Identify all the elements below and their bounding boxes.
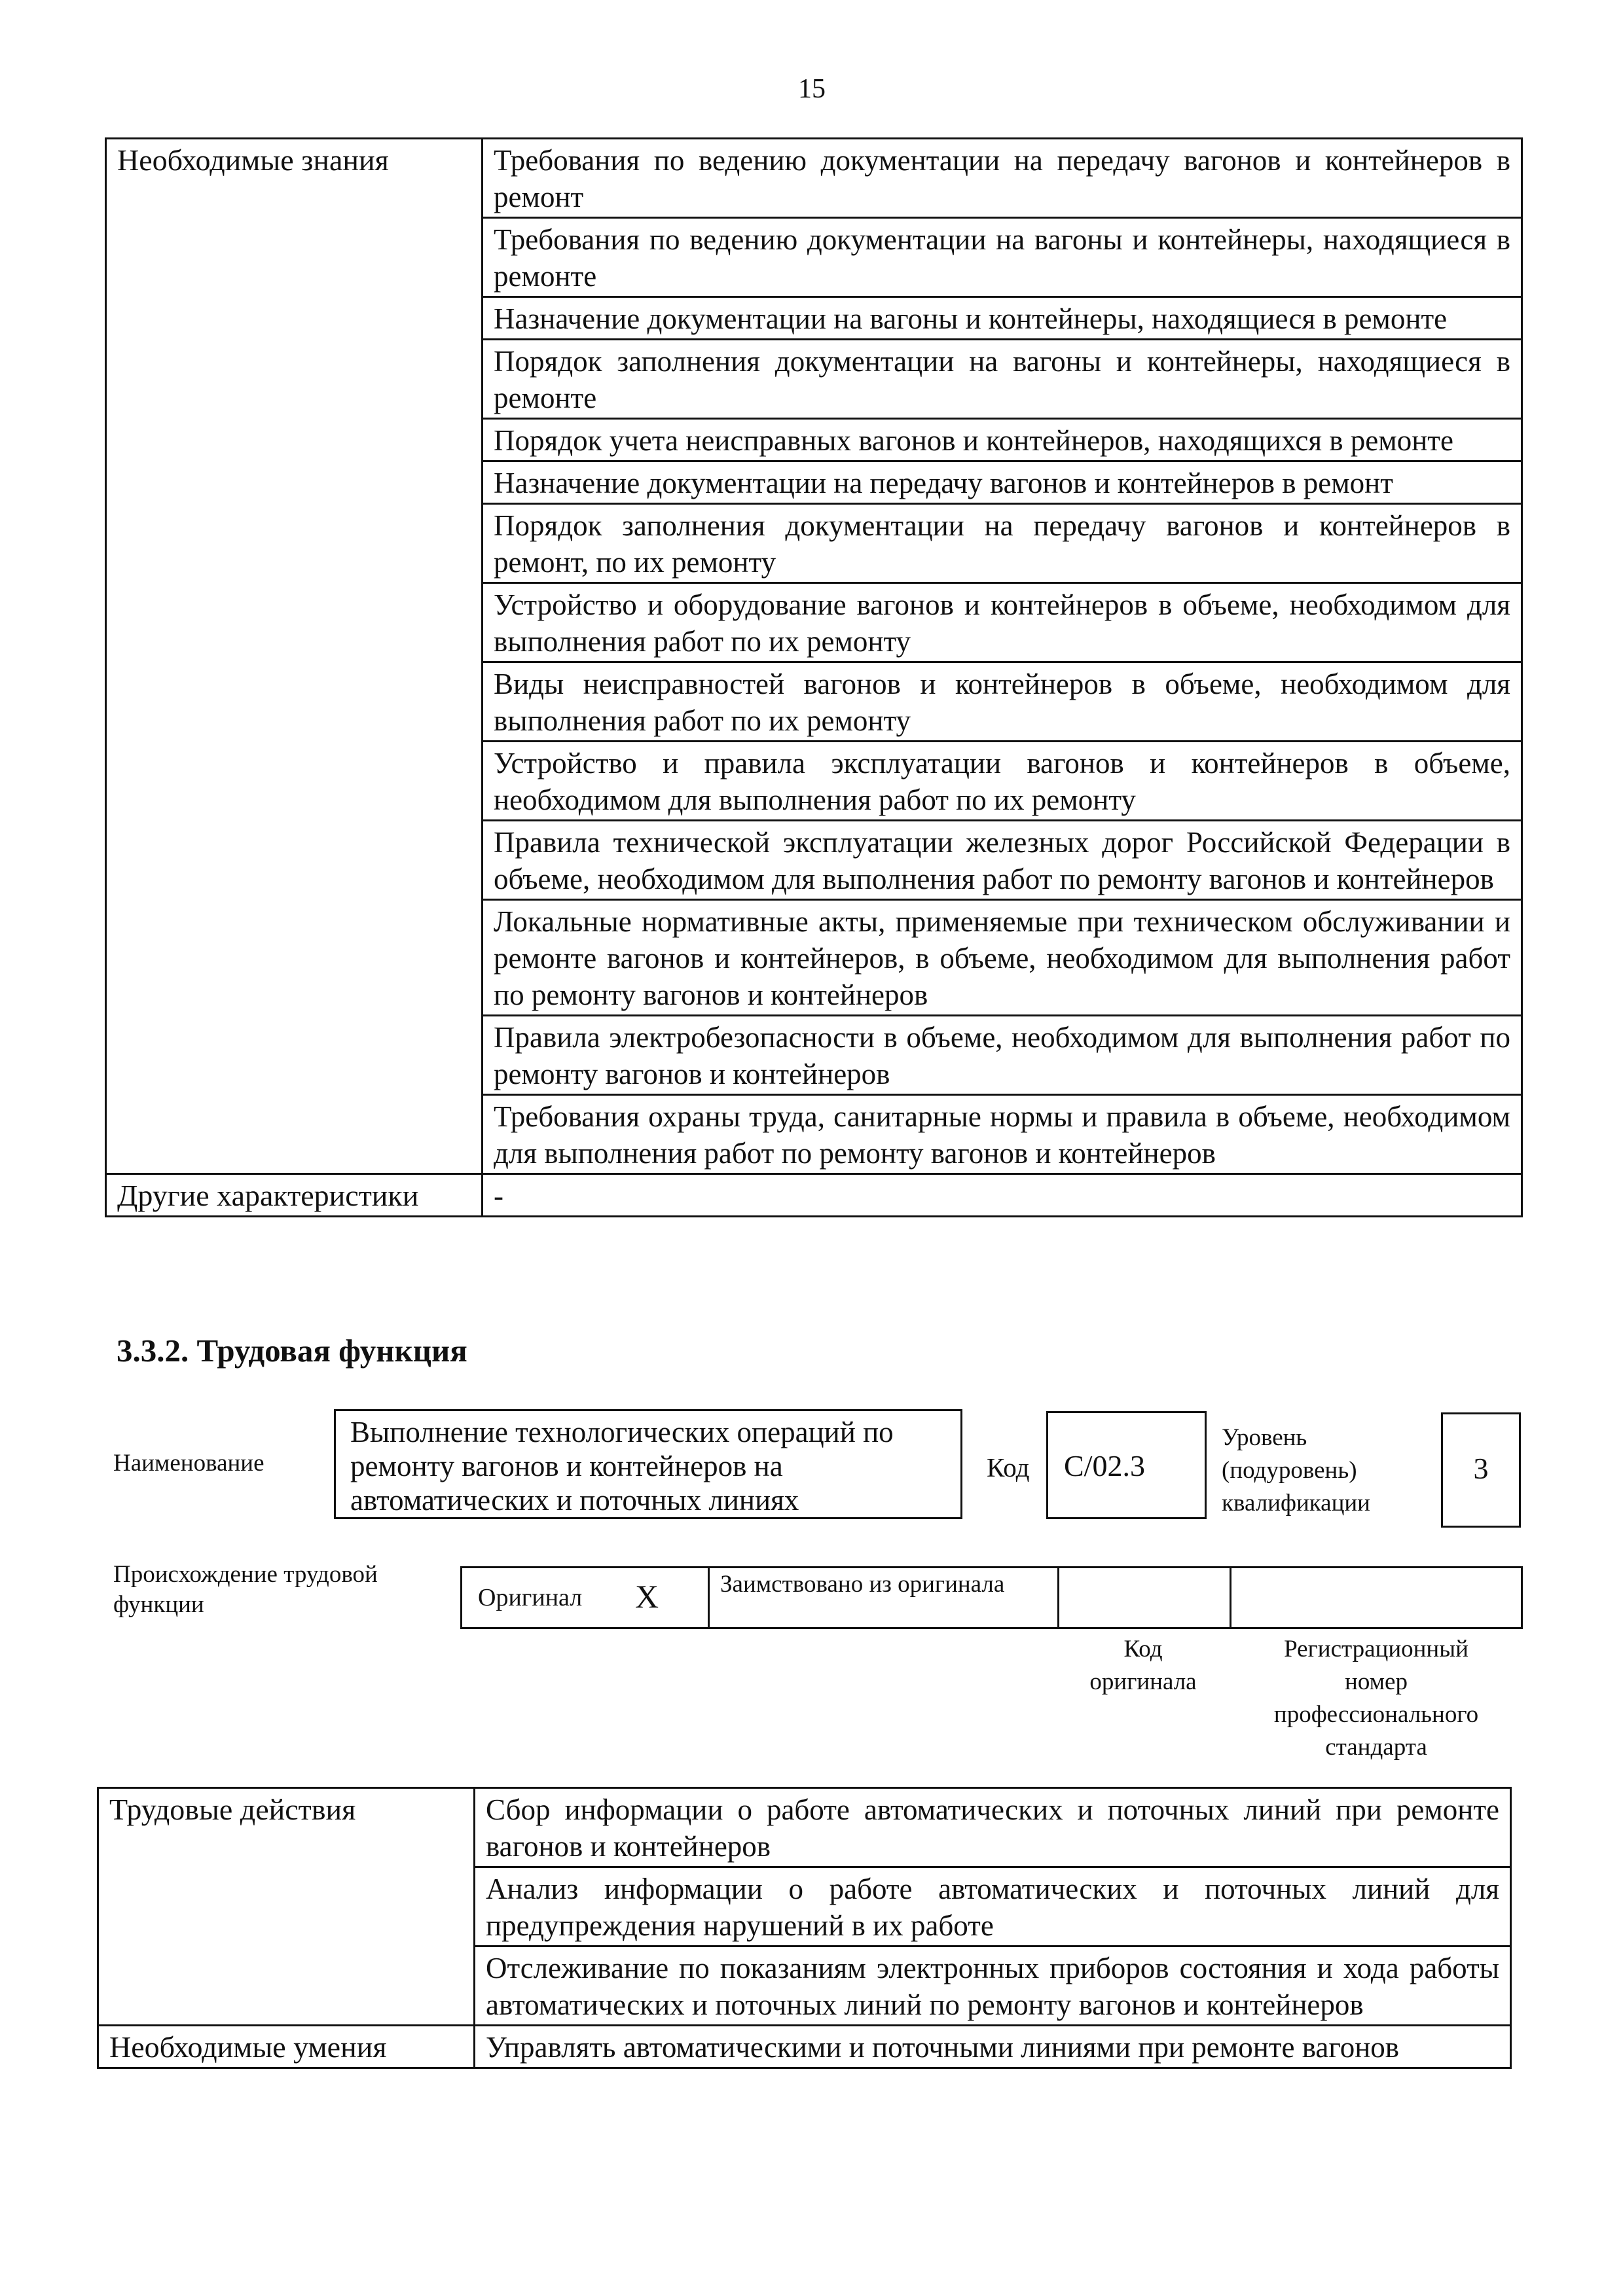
knowledge-item: Назначение документации на вагоны и контейнеры, находящиеся в ремонте: [483, 297, 1522, 340]
table-row: [106, 139, 1522, 218]
code-label: Код: [987, 1452, 1030, 1482]
knowledge-table: [105, 137, 1523, 1217]
knowledge-item: Правила электробезопасности в объеме, необходимом для выполнения работ по ремонту вагонов и контейнеров: [483, 1016, 1522, 1095]
knowledge-label: Необходимые знания: [106, 139, 483, 1174]
origin-borrowed-label: Заимствовано из оригинала: [720, 1571, 1005, 1598]
origin-original-cell: [462, 1568, 710, 1627]
actions-label: Трудовые действия: [98, 1788, 475, 2026]
knowledge-item: Виды неисправностей вагонов и контейнеров в объеме, необходимом для выполнения работ по их ремонту: [483, 662, 1522, 742]
action-item: Анализ информации о работе автоматических и поточных линий для предупреждения нарушений в их работе: [475, 1867, 1511, 1946]
origin-borrowed-cell: [710, 1568, 1059, 1627]
action-item: Сбор информации о работе автоматических и поточных линий при ремонте вагонов и контейнеров: [475, 1788, 1511, 1867]
action-item: Отслеживание по показаниям электронных приборов состояния и хода работы автоматических и поточных линий по ремонту вагонов и контейнеров: [475, 1946, 1511, 2026]
knowledge-item: Локальные нормативные акты, применяемые при техническом обслуживании и ремонте вагонов и контейнеров, в объеме, необходимом для выполнения работ по ремонту вагонов и контейнеров: [483, 900, 1522, 1016]
knowledge-item: Требования охраны труда, санитарные нормы и правила в объеме, необходимом для выполнения работ по ремонту вагонов и контейнеров: [483, 1095, 1522, 1174]
knowledge-item: Правила технической эксплуатации железных дорог Российской Федерации в объеме, необходимом для выполнения работ по ремонту вагонов и контейнеров: [483, 821, 1522, 900]
page-number: 15: [798, 74, 826, 104]
knowledge-item: Порядок учета неисправных вагонов и контейнеров, находящихся в ремонте: [483, 419, 1522, 461]
qualification-level-box: 3: [1441, 1412, 1521, 1528]
function-code-box: С/02.3: [1046, 1411, 1207, 1519]
origin-code-cell: [1059, 1568, 1231, 1627]
knowledge-item: Порядок заполнения документации на передачу вагонов и контейнеров в ремонт, по их ремонту: [483, 504, 1522, 583]
section-heading: 3.3.2. Трудовая функция: [117, 1333, 467, 1369]
knowledge-item: Устройство и правила эксплуатации вагонов и контейнеров в объеме, необходимом для выполнения работ по их ремонту: [483, 742, 1522, 821]
origin-label: Происхождение трудовой функции: [113, 1561, 378, 1618]
function-name-box: Выполнение технологических операций по ремонту вагонов и контейнеров на автоматических и поточных линиях: [334, 1409, 962, 1519]
table-row: [106, 1174, 1522, 1217]
origin-original-label: Оригинал: [478, 1584, 583, 1611]
knowledge-item: Устройство и оборудование вагонов и контейнеров в объеме, необходимом для выполнения работ по их ремонту: [483, 583, 1522, 662]
origin-row: [460, 1566, 1523, 1629]
table-row: [98, 1788, 1511, 1867]
other-characteristics-label: Другие характеристики: [106, 1174, 483, 1217]
name-label: Наименование: [113, 1450, 264, 1477]
table-row: [98, 2026, 1511, 2068]
skill-item: Управлять автоматическими и поточными линиями при ремонте вагонов: [475, 2026, 1511, 2068]
origin-original-mark: X: [635, 1578, 659, 1615]
other-characteristics-value: -: [483, 1174, 1522, 1217]
registration-number-caption: Регистрационный номер профессионального стандарта: [1273, 1636, 1479, 1761]
knowledge-item: Назначение документации на передачу вагонов и контейнеров в ремонт: [483, 461, 1522, 504]
knowledge-item: Требования по ведению документации на вагоны и контейнеры, находящиеся в ремонте: [483, 218, 1522, 297]
knowledge-item: Порядок заполнения документации на вагоны и контейнеры, находящиеся в ремонте: [483, 340, 1522, 419]
qualification-level-label: Уровень (подуровень) квалификации: [1222, 1424, 1370, 1516]
original-code-caption: Код оригинала: [1089, 1636, 1197, 1695]
knowledge-item: Требования по ведению документации на передачу вагонов и контейнеров в ремонт: [483, 139, 1522, 218]
skills-label: Необходимые умения: [98, 2026, 475, 2068]
actions-table: [97, 1787, 1512, 2069]
